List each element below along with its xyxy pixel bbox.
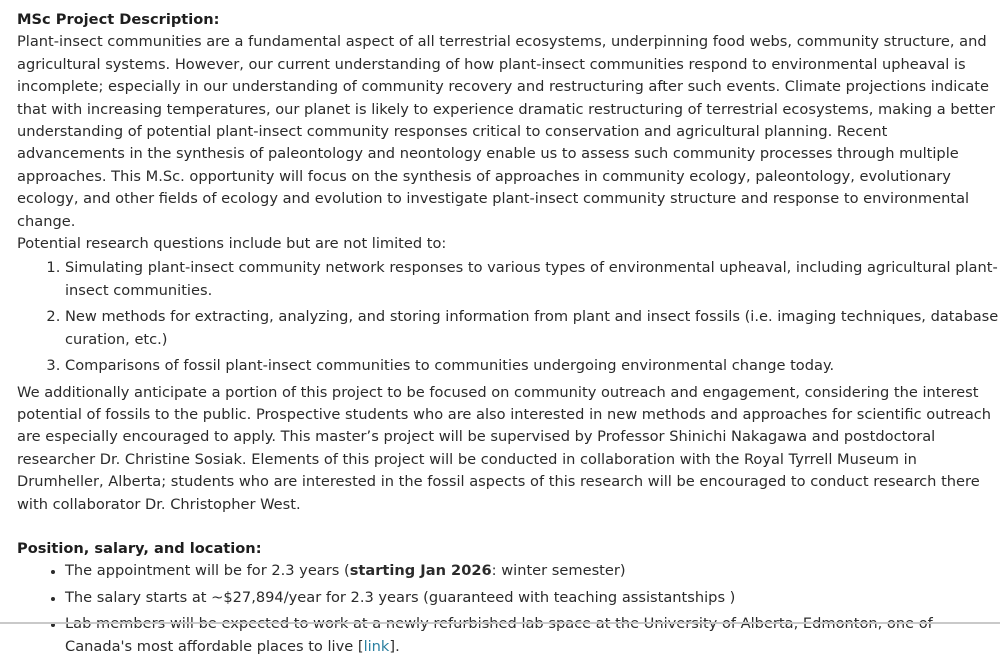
position-details-list — [17, 560, 999, 658]
location-item — [65, 613, 999, 658]
project-description: Plant-insect communities are a fundamental aspect of all terrestrial ecosystems, underpinning food webs, community structure, and agricultural systems. However, our current understanding of how plant-insect communities respond to environmental upheaval is incomplete; especially in our understanding of community recovery and restructuring after such events. Climate projections indicate that with increasing temperatures, our planet is likely to experience dramatic restructuring of terrestrial ecosystems, making a better understanding of potential plant-insect community responses critical to conservation and agricultural planning. Recent advancements in the synthesis of paleontology and neontology enable us to assess such community processes through multiple approaches. This M.Sc. opportunity will focus on the synthesis of approaches in community ecology, paleontology, evolutionary ecology, and other fields of ecology and evolution to investigate plant-insect community structure and response to environmental change. — [17, 33, 996, 230]
section-spacer — [17, 516, 999, 538]
location-text-end: ]. — [389, 637, 400, 655]
position-heading: Position, salary, and location: — [17, 539, 262, 557]
start-date: starting Jan 2026 — [349, 562, 492, 580]
outreach-paragraph: We additionally anticipate a portion of this project to be focused on community outreach and engagement, considering the interest potential of fossils to the public. Prospective students who are also interested in new methods and approaches for scientific outreach are especially encouraged to apply. This master’s project will be supervised by Professor Shinichi Nakagawa and postdoctoral researcher Dr. Christine Sosiak. Elements of this project will be conducted in collaboration with the Royal Tyrrell Museum in Drumheller, Alberta; students who are interested in the fossil aspects of this research will be encouraged to conduct research there with collaborator Dr. Christopher West. — [17, 383, 992, 513]
salary-item: • The salary starts at ~$27,894/year for 2.3 years (guaranteed with teaching assistantships ) — [65, 587, 999, 609]
appointment-text: The appointment will be for 2.3 years ( — [65, 562, 350, 580]
semester-text: : winter semester) — [491, 562, 626, 580]
job-description — [17, 9, 999, 662]
research-questions-list — [17, 257, 999, 377]
project-heading: MSc Project Description: — [17, 11, 220, 28]
affordability-link[interactable]: link — [363, 637, 390, 655]
question-item: 1. Simulating plant-insect community network responses to various types of environmental upheaval, including agricultural plant-insect communities. — [65, 257, 999, 302]
question-item: 2. New methods for extracting, analyzing, and storing information from plant and insect fossils (i.e. imaging techniques, database curation, etc.) — [65, 306, 999, 351]
location-text: Canada's most affordable places to live [ — [65, 637, 364, 655]
question-item: 3. Comparisons of fossil plant-insect communities to communities undergoing environmental change today. — [65, 355, 999, 377]
appointment-item — [65, 560, 999, 582]
questions-intro: Potential research questions include but are not limited to: — [17, 235, 447, 253]
